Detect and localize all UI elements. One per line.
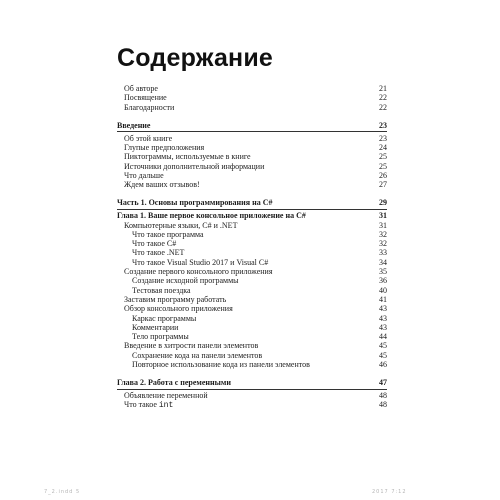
toc-entry-code: int bbox=[158, 401, 174, 411]
toc-entry-page-number: 43 bbox=[379, 304, 387, 314]
toc-entry-page-number: 45 bbox=[379, 341, 387, 351]
toc-entry-title-text: Ждем ваших отзывов! bbox=[124, 180, 200, 190]
toc-entry[interactable] bbox=[117, 360, 387, 369]
toc-entry[interactable] bbox=[117, 143, 387, 152]
toc-entry-title bbox=[117, 121, 150, 130]
toc-entry-page-number: 48 bbox=[379, 391, 387, 401]
toc-entry-title-text: Каркас программы bbox=[132, 313, 197, 323]
toc-entry-title-text: Заставим программу работать bbox=[124, 294, 227, 304]
toc-entry-title bbox=[132, 360, 310, 369]
toc-group-gap bbox=[117, 112, 387, 121]
toc-entry-title bbox=[117, 211, 306, 220]
toc-entry[interactable] bbox=[117, 304, 387, 313]
toc-entry-page-number: 27 bbox=[379, 180, 387, 190]
toc-heading-entry[interactable] bbox=[117, 121, 387, 130]
toc-entry-title-text: Что такое Visual Studio 2017 и Visual C# bbox=[132, 257, 269, 267]
toc-entry-page-number: 22 bbox=[379, 102, 387, 112]
toc-entry-title-text: Что такое .NET bbox=[132, 248, 185, 258]
toc-entry-title bbox=[132, 248, 184, 257]
toc-entry[interactable] bbox=[117, 221, 387, 230]
toc-entry-page-number: 29 bbox=[379, 198, 387, 208]
toc-group-gap bbox=[117, 189, 387, 198]
toc-heading-entry[interactable] bbox=[117, 378, 387, 387]
toc-entry-title bbox=[132, 323, 178, 332]
toc-entry-title bbox=[117, 198, 272, 207]
toc-entry-title-text: Создание первого консольного приложения bbox=[124, 267, 273, 277]
table-of-contents bbox=[117, 84, 387, 410]
print-footer-left: 7_2.indd 5 bbox=[44, 489, 81, 495]
toc-entry-title-text: Источники дополнительной информации bbox=[124, 161, 265, 171]
toc-entry-page-number: 32 bbox=[379, 239, 387, 249]
toc-entry-title-text: Глава 1. Ваше первое консольное приложение на C# bbox=[117, 211, 306, 221]
toc-entry-page-number: 45 bbox=[379, 350, 387, 360]
toc-entry[interactable] bbox=[117, 276, 387, 285]
toc-entry[interactable] bbox=[117, 152, 387, 161]
toc-entry[interactable] bbox=[117, 295, 387, 304]
toc-group-gap bbox=[117, 369, 387, 378]
toc-heading-rule bbox=[117, 389, 387, 390]
toc-entry[interactable] bbox=[117, 93, 387, 102]
toc-entry-page-number: 25 bbox=[379, 152, 387, 162]
toc-entry-title-text: Обзор консольного приложения bbox=[124, 304, 233, 314]
toc-entry-title bbox=[132, 239, 176, 248]
toc-entry-title-text: Посвящение bbox=[124, 93, 167, 103]
toc-entry-title bbox=[124, 267, 273, 276]
toc-entry-page-number: 31 bbox=[379, 211, 387, 221]
toc-entry[interactable] bbox=[117, 103, 387, 112]
toc-entry-title bbox=[124, 400, 173, 410]
toc-entry-title-text: Тестовая поездка bbox=[132, 285, 191, 295]
toc-entry-title bbox=[132, 258, 268, 267]
toc-entry-title-text: Сохранение кода на панели элементов bbox=[132, 350, 263, 360]
toc-entry-page-number: 25 bbox=[379, 161, 387, 171]
toc-entry-title bbox=[124, 221, 237, 230]
toc-entry-title bbox=[132, 351, 262, 360]
toc-entry-title-text: Глупые предположения bbox=[124, 142, 205, 152]
toc-entry-title-text: Об авторе bbox=[124, 84, 158, 93]
toc-heading-rule bbox=[117, 209, 387, 210]
toc-entry-title-text: Об этой книге bbox=[124, 133, 173, 143]
toc-entry[interactable] bbox=[117, 267, 387, 276]
toc-entry[interactable] bbox=[117, 332, 387, 341]
toc-entry-page-number: 24 bbox=[379, 142, 387, 152]
toc-entry-page-number: 35 bbox=[379, 267, 387, 277]
toc-entry-page-number: 44 bbox=[379, 332, 387, 342]
toc-entry-title-text: Благодарности bbox=[124, 102, 175, 112]
toc-entry-page-number: 33 bbox=[379, 248, 387, 258]
toc-entry[interactable] bbox=[117, 248, 387, 257]
toc-entry-title bbox=[124, 143, 204, 152]
toc-entry[interactable] bbox=[117, 84, 387, 93]
toc-entry-title-text: Что такое программа bbox=[132, 229, 204, 239]
toc-entry-page-number: 31 bbox=[379, 220, 387, 230]
toc-entry-page-number: 43 bbox=[379, 322, 387, 332]
toc-entry-title bbox=[124, 304, 233, 313]
toc-entry[interactable] bbox=[117, 341, 387, 350]
toc-heading-entry[interactable] bbox=[117, 198, 387, 207]
toc-entry-page-number: 47 bbox=[379, 378, 387, 388]
page-title: Содержание bbox=[117, 44, 274, 72]
toc-entry-title bbox=[117, 378, 231, 387]
toc-entry-title-text: Глава 2. Работа с переменными bbox=[117, 378, 231, 388]
toc-entry-title bbox=[124, 295, 226, 304]
toc-entry-title-text: Объявление переменной bbox=[124, 391, 208, 401]
toc-entry-title bbox=[124, 180, 200, 189]
print-footer-right: 2017 7:12 bbox=[372, 489, 407, 495]
toc-entry-page-number: 41 bbox=[379, 294, 387, 304]
toc-entry-title bbox=[132, 286, 191, 295]
toc-entry-page-number: 21 bbox=[379, 84, 387, 93]
toc-entry-title-text: Что такое C# bbox=[132, 239, 177, 249]
toc-entry-title bbox=[124, 341, 258, 350]
toc-entry[interactable] bbox=[117, 323, 387, 332]
toc-entry-page-number: 26 bbox=[379, 170, 387, 180]
toc-entry[interactable] bbox=[117, 239, 387, 248]
toc-entry[interactable] bbox=[117, 171, 387, 180]
toc-entry-title-text: Что дальше bbox=[124, 170, 164, 180]
toc-entry[interactable] bbox=[117, 400, 387, 409]
toc-entry-title bbox=[124, 103, 174, 112]
toc-entry-title bbox=[124, 152, 251, 161]
toc-entry-title-text: Введение bbox=[117, 120, 151, 130]
toc-entry-title bbox=[132, 230, 204, 239]
toc-entry[interactable] bbox=[117, 286, 387, 295]
toc-entry-title-text: Компьютерные языки, C# и .NET bbox=[124, 220, 238, 230]
toc-entry-page-number: 32 bbox=[379, 229, 387, 239]
toc-entry[interactable] bbox=[117, 314, 387, 323]
toc-entry-page-number: 40 bbox=[379, 285, 387, 295]
toc-entry-page-number: 46 bbox=[379, 360, 387, 370]
toc-entry-page-number: 34 bbox=[379, 257, 387, 267]
toc-entry-page-number: 36 bbox=[379, 276, 387, 286]
toc-entry[interactable] bbox=[117, 134, 387, 143]
toc-entry-title bbox=[132, 314, 196, 323]
toc-entry-page-number: 23 bbox=[379, 133, 387, 143]
toc-heading-rule bbox=[117, 131, 387, 132]
toc-entry-title-text: Создание исходной программы bbox=[132, 276, 239, 286]
toc-entry-title-text: Пиктограммы, используемые в книге bbox=[124, 152, 251, 162]
toc-entry[interactable] bbox=[117, 258, 387, 267]
toc-entry-title bbox=[124, 162, 264, 171]
toc-entry-title-text: Введение в хитрости панели элементов bbox=[124, 341, 259, 351]
toc-entry-title-text: Повторное использование кода из панели элементов bbox=[132, 360, 310, 370]
toc-entry-title bbox=[124, 84, 158, 93]
toc-entry-title-text: Комментарии bbox=[132, 322, 179, 332]
toc-entry[interactable] bbox=[117, 180, 387, 189]
toc-entry[interactable] bbox=[117, 391, 387, 400]
toc-entry[interactable] bbox=[117, 351, 387, 360]
toc-entry-title bbox=[132, 276, 239, 285]
toc-entry-title bbox=[124, 171, 164, 180]
toc-entry-page-number: 22 bbox=[379, 93, 387, 103]
toc-entry-title bbox=[124, 391, 208, 400]
toc-entry[interactable] bbox=[117, 162, 387, 171]
toc-entry-page-number: 23 bbox=[379, 120, 387, 130]
toc-entry-title bbox=[132, 332, 189, 341]
toc-entry-title-text: Тело программы bbox=[132, 332, 189, 342]
toc-entry[interactable] bbox=[117, 230, 387, 239]
toc-entry-page-number: 48 bbox=[379, 400, 387, 410]
toc-heading-entry[interactable] bbox=[117, 211, 387, 220]
toc-entry-title bbox=[124, 93, 167, 102]
toc-entry-title-text: Часть 1. Основы программирования на C# bbox=[117, 198, 273, 208]
toc-entry-page-number: 43 bbox=[379, 313, 387, 323]
toc-entry-title bbox=[124, 134, 172, 143]
toc-entry-title-text: Что такое bbox=[124, 400, 159, 410]
